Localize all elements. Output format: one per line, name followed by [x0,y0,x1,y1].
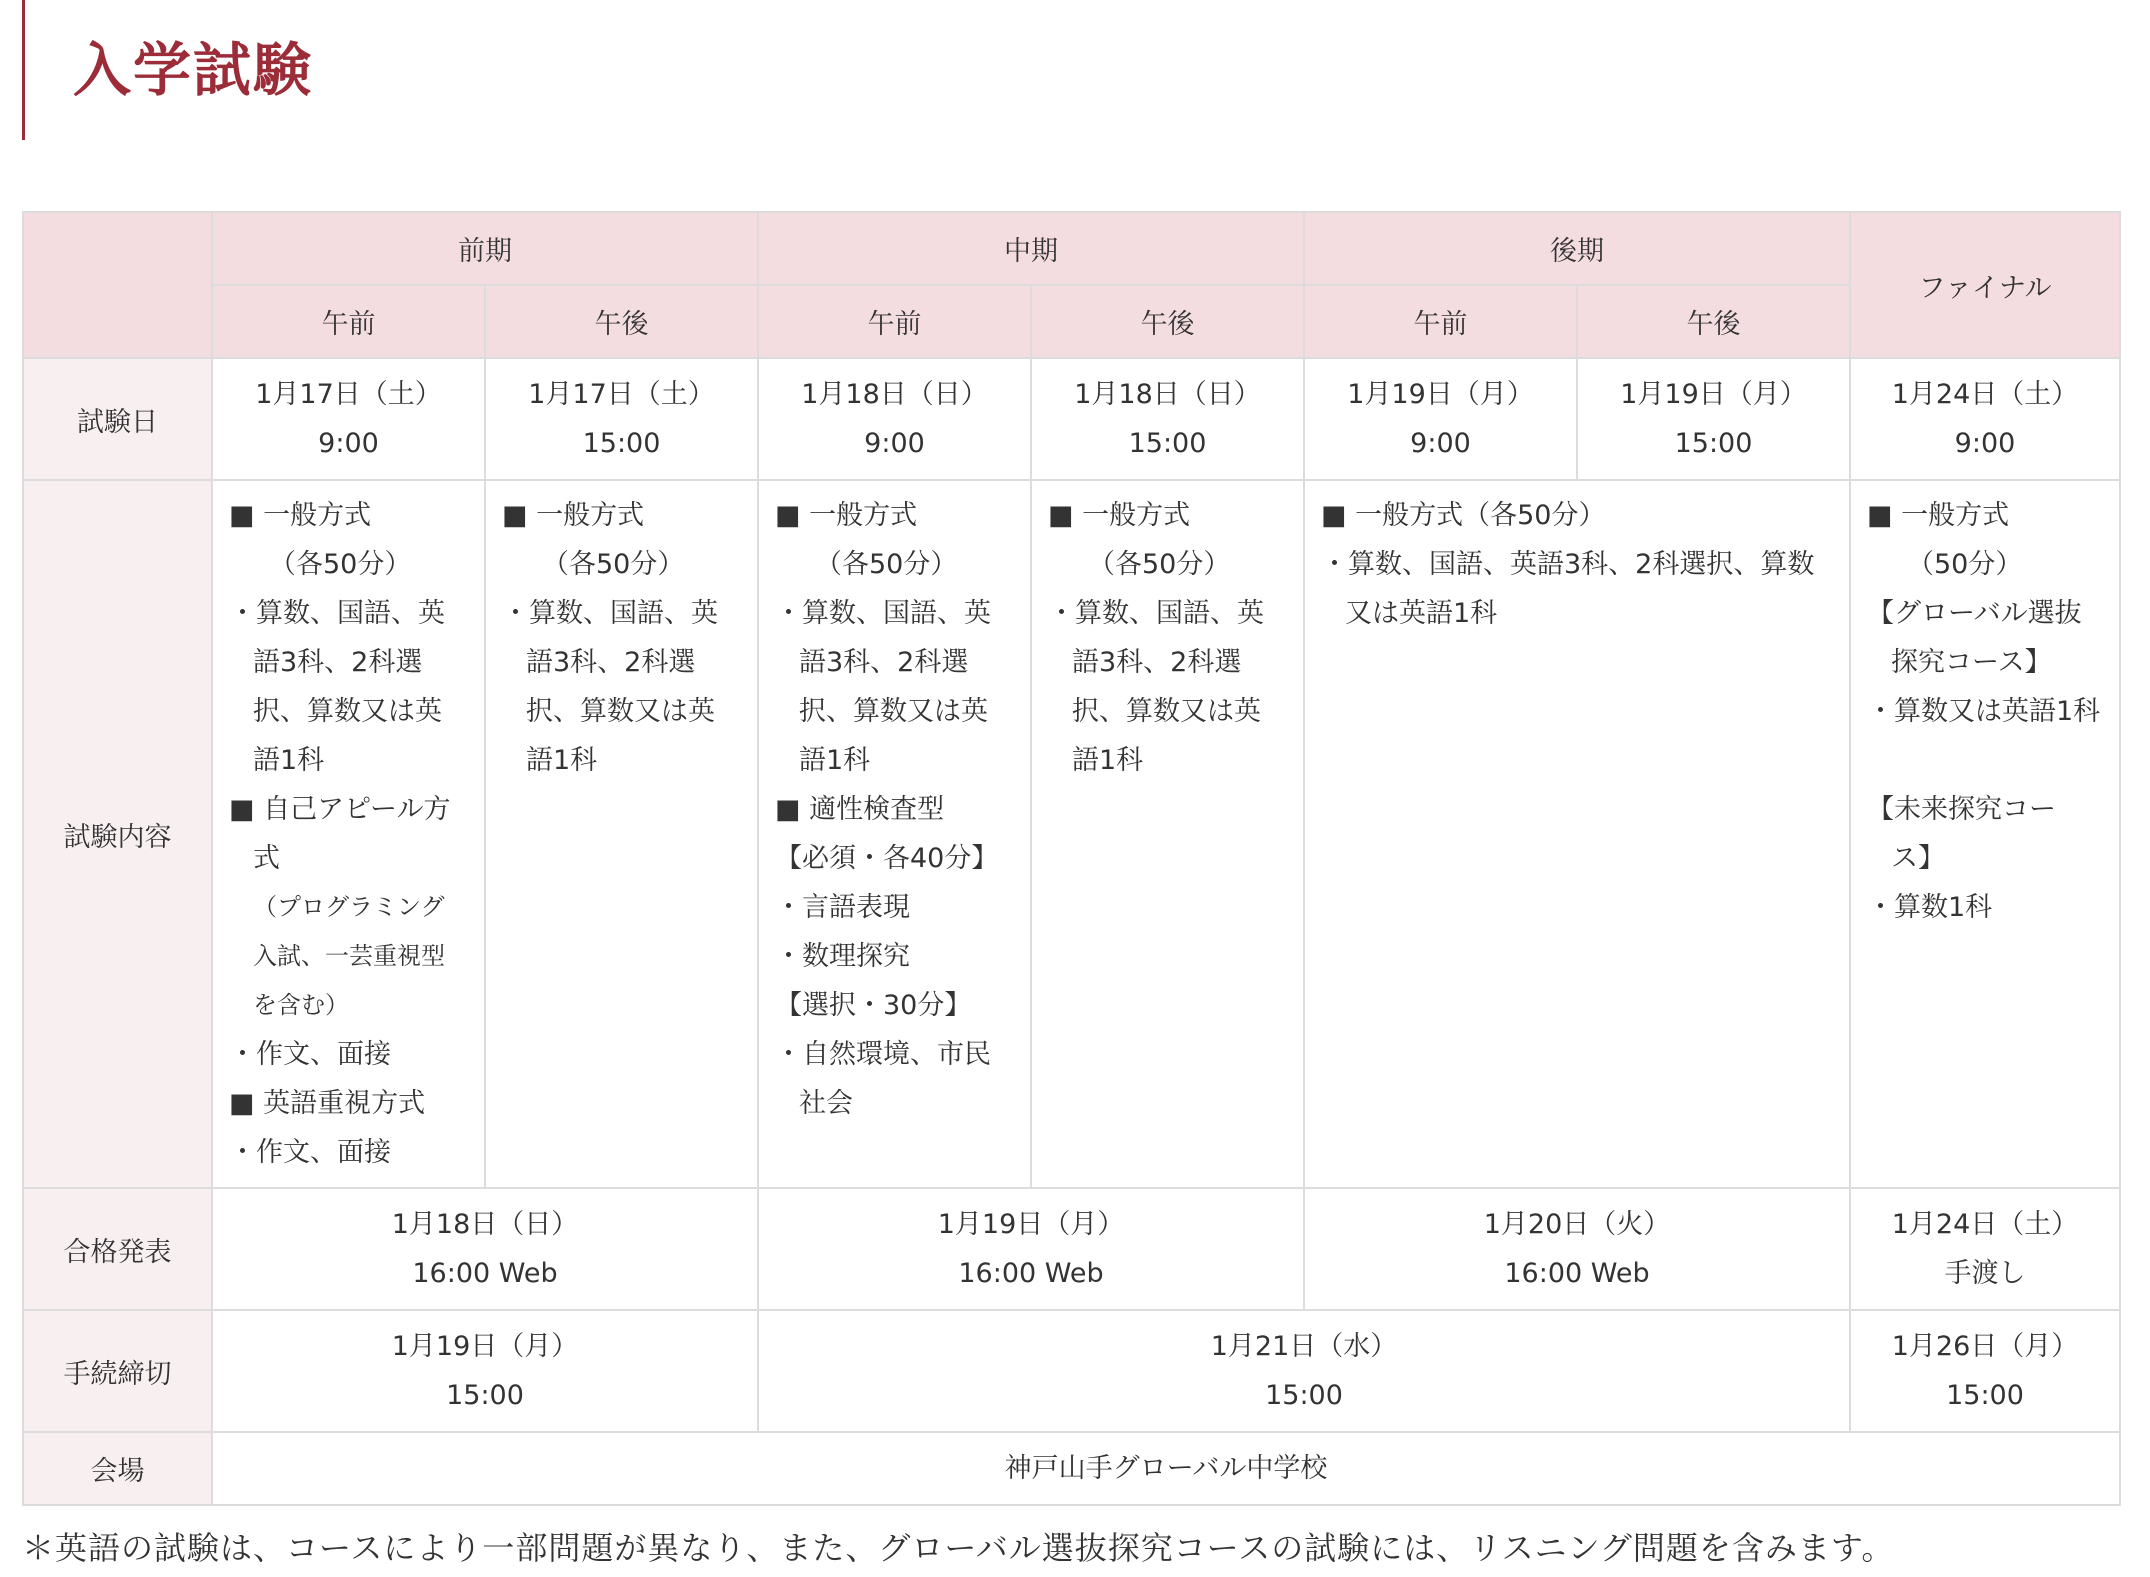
exam-time: 9:00 [1954,428,2016,459]
venue-cell: 神戸山手グローバル中学校 [212,1432,2120,1505]
content-line: 語1科 [1072,745,1144,776]
title-block [22,0,313,140]
content-line: 式 [253,843,280,874]
content-line: 入試、一芸重視型 [253,942,445,970]
exam-content-cell [1850,480,2120,1188]
deadline-time: 15:00 [1265,1380,1343,1411]
deadline-time: 15:00 [1946,1380,2024,1411]
session-header: 午前 [758,285,1031,358]
content-line: 又は英語1科 [1345,598,1498,629]
row-header-exam-content: 試験内容 [23,480,212,1188]
content-line: ・算数、国語、英語3科、2科選択、算数 [1321,549,1815,580]
content-line: ・算数、国語、英 [1048,598,1264,629]
exam-date-cell [1304,358,1577,480]
content-line: ・算数、国語、英 [229,598,445,629]
content-line: 社会 [799,1088,853,1119]
result-time: 16:00 Web [958,1258,1104,1289]
content-line: ・算数、国語、英 [775,598,991,629]
exam-date: 1月19日（月） [1347,379,1534,410]
exam-time: 15:00 [582,428,661,459]
row-header-exam-date: 試験日 [23,358,212,480]
period-header-koki: 後期 [1304,212,1850,285]
exam-content-cell [758,480,1031,1188]
content-line: ・作文、面接 [229,1039,391,1070]
content-line: 【未来探究コー [1867,794,2056,825]
session-header: 午後 [485,285,758,358]
content-line: ■ 一般方式 [502,500,645,531]
row-header-deadline: 手続締切 [23,1310,212,1432]
content-line: （各50分） [815,549,958,580]
result-cell [1850,1188,2120,1310]
deadline-date: 1月21日（水） [1210,1331,1398,1362]
content-line: 語3科、2科選 [526,647,696,678]
result-date: 1月24日（土） [1891,1209,2079,1240]
content-spacer [1867,736,2105,785]
session-header: 午後 [1577,285,1850,358]
deadline-time: 15:00 [446,1380,524,1411]
exam-date: 1月17日（土） [255,379,442,410]
exam-date: 1月19日（月） [1620,379,1807,410]
content-line: を含む） [253,991,349,1019]
content-line: 語3科、2科選 [1072,647,1242,678]
content-line: ・算数、国語、英 [502,598,718,629]
content-line: 語3科、2科選 [253,647,423,678]
period-header-chuki: 中期 [758,212,1304,285]
content-line: ■ 一般方式（各50分） [1321,500,1606,531]
result-cell [212,1188,758,1310]
exam-date-cell [1577,358,1850,480]
result-time: 16:00 Web [412,1258,558,1289]
content-line: （各50分） [1088,549,1231,580]
exam-date-cell [1850,358,2120,480]
content-line: ・作文、面接 [229,1137,391,1168]
exam-date: 1月18日（日） [801,379,988,410]
exam-date: 1月17日（土） [528,379,715,410]
result-time: 16:00 Web [1504,1258,1650,1289]
content-line: 【選択・30分】 [775,990,972,1021]
row-header-result: 合格発表 [23,1188,212,1310]
content-line: ■ 一般方式 [1048,500,1191,531]
content-line: ・算数1科 [1867,892,1993,923]
content-line: 語3科、2科選 [799,647,969,678]
content-line: ■ 自己アピール方 [229,794,451,825]
exam-time: 9:00 [1410,428,1471,459]
deadline-cell [1850,1310,2120,1432]
period-header-final: ファイナル [1850,212,2120,358]
exam-content-cell [1031,480,1304,1188]
content-line: ス】 [1891,843,1945,874]
row-header-venue: 会場 [23,1432,212,1505]
content-line: （各50分） [269,549,412,580]
content-line: 択、算数又は英 [526,696,715,727]
content-line: ■ 一般方式 [1867,500,2010,531]
content-line: ■ 適性検査型 [775,794,945,825]
content-line: （プログラミング [253,893,445,921]
exam-content-cell [212,480,485,1188]
content-line: 択、算数又は英 [1072,696,1261,727]
exam-content-cell [1304,480,1850,1188]
exam-content-cell [485,480,758,1188]
content-line: （50分） [1907,549,2023,580]
content-line: 【グローバル選抜 [1867,598,2082,629]
exam-schedule-table [22,211,2121,1506]
content-line: 語1科 [799,745,871,776]
content-line: ・自然環境、市民 [775,1039,991,1070]
content-line: 語1科 [253,745,325,776]
deadline-date: 1月19日（月） [391,1331,579,1362]
content-line: ■ 一般方式 [229,500,372,531]
footnote: ＊英語の試験は、コースにより一部問題が異なり、また、グローバル選抜探究コースの試験には、リスニング問題を含みます。 [22,1529,1895,1567]
content-line: 語1科 [526,745,598,776]
result-date: 1月20日（火） [1483,1209,1671,1240]
deadline-date: 1月26日（月） [1891,1331,2079,1362]
content-line: 択、算数又は英 [253,696,442,727]
result-cell [758,1188,1304,1310]
deadline-cell [758,1310,1850,1432]
content-line: ・数理探究 [775,941,910,972]
exam-time: 15:00 [1128,428,1207,459]
session-header: 午前 [212,285,485,358]
session-header: 午前 [1304,285,1577,358]
content-line: ■ 一般方式 [775,500,918,531]
exam-date-cell [212,358,485,480]
exam-date: 1月18日（日） [1074,379,1261,410]
result-time: 手渡し [1944,1258,2026,1289]
exam-time: 9:00 [318,428,379,459]
content-line: ・言語表現 [775,892,910,923]
corner-header [23,212,212,358]
content-line: 【必須・各40分】 [775,843,999,874]
exam-date-cell [485,358,758,480]
content-line: ・算数又は英語1科 [1867,696,2101,727]
deadline-cell [212,1310,758,1432]
exam-date-cell [1031,358,1304,480]
result-cell [1304,1188,1850,1310]
exam-time: 9:00 [864,428,925,459]
result-date: 1月18日（日） [391,1209,579,1240]
period-header-zenki: 前期 [212,212,758,285]
exam-date: 1月24日（土） [1891,379,2079,410]
page-title: 入学試験 [73,36,314,104]
content-line: 択、算数又は英 [799,696,988,727]
exam-time: 15:00 [1674,428,1753,459]
content-line: ■ 英語重視方式 [229,1088,426,1119]
content-line: 探究コース】 [1891,647,2052,678]
session-header: 午後 [1031,285,1304,358]
exam-date-cell [758,358,1031,480]
result-date: 1月19日（月） [937,1209,1125,1240]
content-line: （各50分） [542,549,685,580]
